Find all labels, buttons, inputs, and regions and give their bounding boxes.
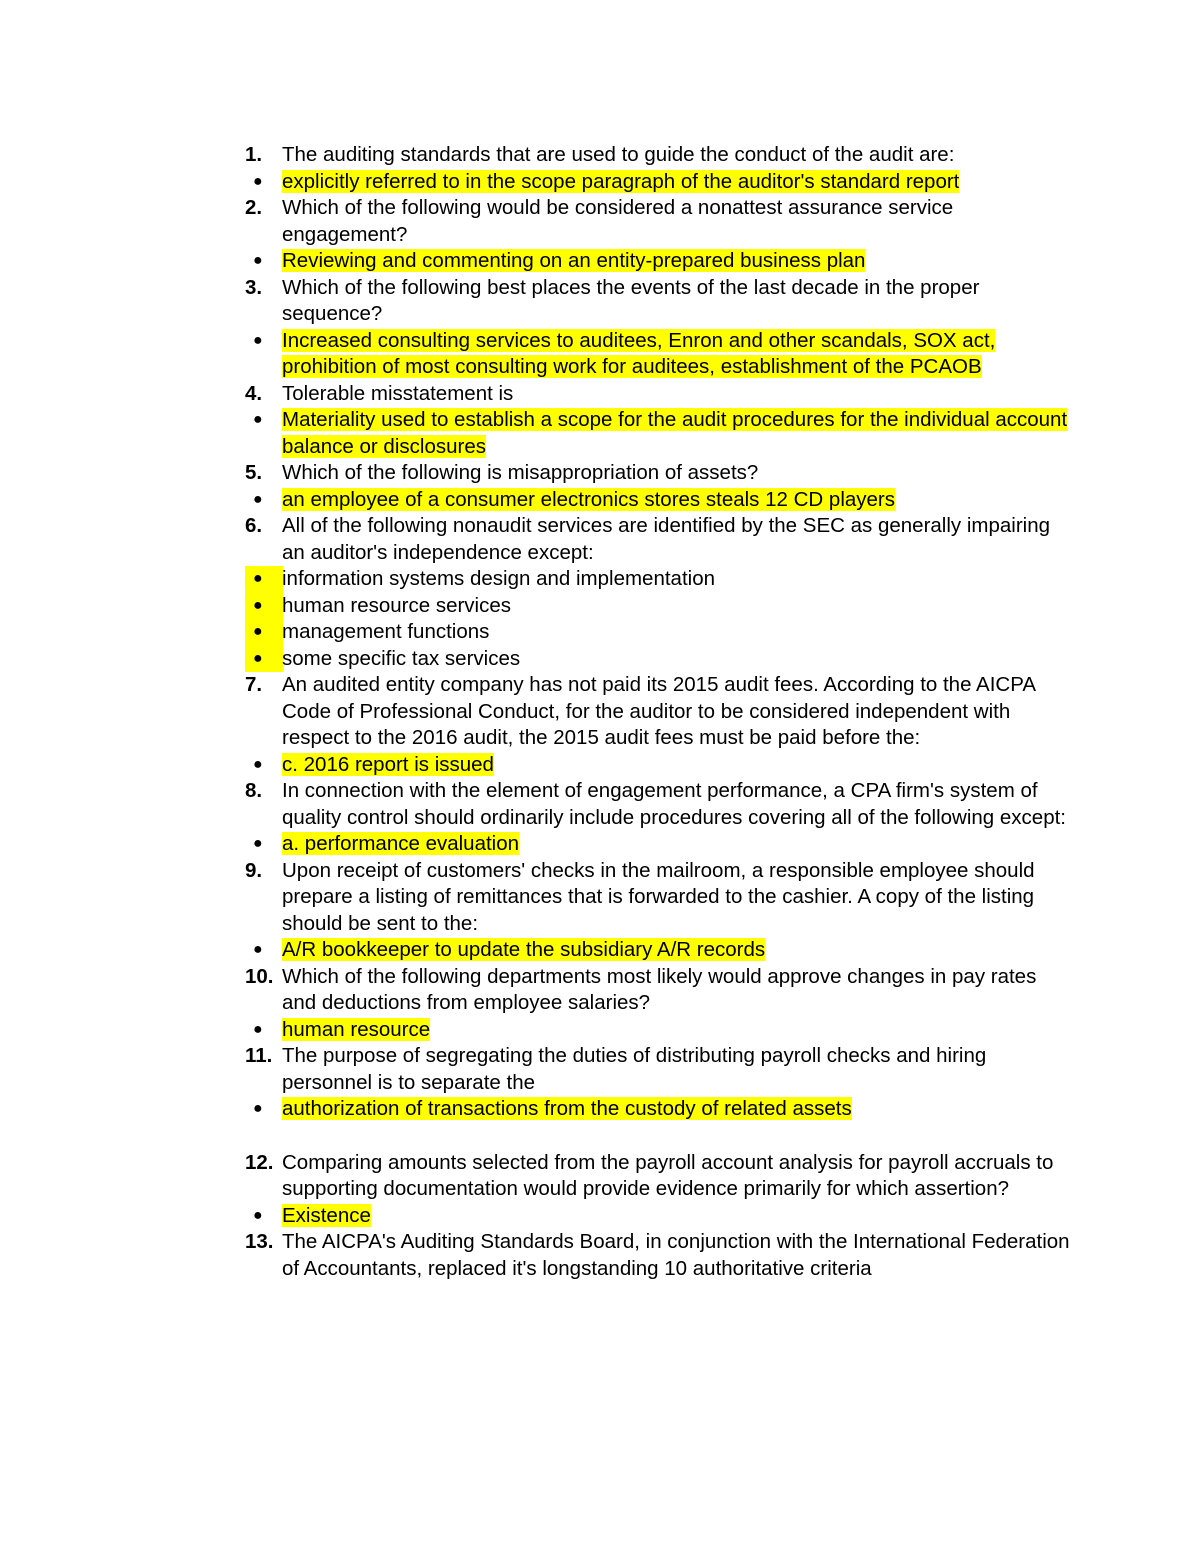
question-text: Which of the following best places the events of the last decade in the proper sequence? [282, 275, 980, 325]
question-2 [245, 195, 1075, 248]
answer-item [245, 1203, 1075, 1230]
question-number: 6. [245, 514, 263, 537]
question-7 [245, 672, 1075, 752]
bullet-icon: ● [253, 755, 263, 773]
bullet-icon: ● [253, 1020, 263, 1038]
question-11 [245, 1043, 1075, 1096]
question-number: 1. [245, 143, 263, 166]
question-text: Which of the following is misappropriation of assets? [282, 461, 759, 484]
answer-text: a. performance evaluation [282, 832, 520, 855]
answer-item [245, 1096, 1075, 1123]
answer-text: Existence [282, 1203, 371, 1227]
bullet-icon: ● [253, 1206, 263, 1224]
question-number: 4. [245, 381, 263, 405]
bullet-icon: ● [253, 649, 263, 667]
bullet-icon: ● [253, 623, 263, 640]
answer-item [245, 619, 1075, 646]
bullet-icon: ● [253, 172, 263, 190]
question-text: Which of the following would be considered a nonattest assurance service engagement? [282, 196, 954, 246]
answer-item [245, 1017, 1075, 1044]
question-number: 12. [245, 1150, 274, 1174]
answer-text: A/R bookkeeper to update the subsidiary A/R records [282, 938, 766, 961]
bullet-icon: ● [253, 411, 263, 428]
question-text: The AICPA's Auditing Standards Board, in conjunction with the International Federation of Accountants, replaced it's longstanding 10 authoritative criteria [282, 1230, 1070, 1280]
question-text: Tolerable misstatement is [282, 381, 514, 405]
bullet-icon: ● [253, 331, 263, 349]
bullet-icon: ● [253, 941, 263, 958]
answer-text: Materiality used to establish a scope for the audit procedures for the individual account balance or disclosures [282, 408, 1068, 458]
question-9 [245, 858, 1075, 938]
answer-item [245, 937, 1075, 964]
answer-item [245, 328, 1075, 381]
question-10 [245, 964, 1075, 1017]
question-number: 5. [245, 461, 263, 484]
question-8 [245, 778, 1075, 831]
question-4 [245, 381, 1075, 408]
question-number: 8. [245, 779, 263, 802]
answer-text: authorization of transactions from the custody of related assets [282, 1097, 852, 1120]
answer-item [245, 646, 1075, 673]
question-text: In connection with the element of engagement performance, a CPA firm's system of quality control should ordinarily include procedures covering all of the following except: [282, 779, 1066, 829]
answer-item [245, 566, 1075, 593]
question-5 [245, 460, 1075, 487]
document-body [245, 142, 1075, 1282]
answer-item [245, 407, 1075, 460]
answer-text: information systems design and implementation [282, 567, 715, 590]
question-number: 9. [245, 858, 263, 882]
question-number: 7. [245, 673, 263, 696]
question-text: The purpose of segregating the duties of distributing payroll checks and hiring personnel is to separate the [282, 1044, 987, 1094]
answer-text: an employee of a consumer electronics stores steals 12 CD players [282, 487, 896, 511]
answer-text: Reviewing and commenting on an entity-prepared business plan [282, 249, 866, 272]
question-12 [245, 1150, 1075, 1203]
question-number: 10. [245, 964, 274, 988]
answer-text: explicitly referred to in the scope paragraph of the auditor's standard report [282, 169, 960, 193]
question-number: 13. [245, 1230, 274, 1253]
answer-text: human resource [282, 1017, 431, 1041]
answer-text: Increased consulting services to auditees, Enron and other scandals, SOX act, prohibition of most consulting work for auditees, establishment of the PCAOB [282, 328, 996, 378]
question-3 [245, 275, 1075, 328]
question-text: Which of the following departments most likely would approve changes in pay rates and deductions from employee salaries? [282, 964, 1037, 1014]
question-number: 3. [245, 275, 263, 299]
question-text: Upon receipt of customers' checks in the mailroom, a responsible employee should prepare a listing of remittances that is forwarded to the cashier. A copy of the listing should be sent to the: [282, 858, 1035, 935]
bullet-icon: ● [253, 835, 263, 852]
question-text: Comparing amounts selected from the payroll account analysis for payroll accruals to supporting documentation would provide evidence primarily for which assertion? [282, 1150, 1054, 1200]
bullet-icon: ● [253, 1100, 263, 1117]
question-text: All of the following nonaudit services are identified by the SEC as generally impairing an auditor's independence except: [282, 514, 1051, 564]
answer-item [245, 752, 1075, 779]
answer-item [245, 831, 1075, 858]
answer-text: human resource services [282, 593, 512, 617]
answer-item [245, 169, 1075, 196]
question-text: The auditing standards that are used to guide the conduct of the audit are: [282, 143, 955, 166]
answer-text: some specific tax services [282, 646, 521, 670]
bullet-icon: ● [253, 490, 263, 508]
answer-text: management functions [282, 620, 490, 643]
answer-item [245, 487, 1075, 514]
question-13 [245, 1229, 1075, 1282]
bullet-icon: ● [253, 252, 263, 269]
question-6 [245, 513, 1075, 566]
bullet-icon: ● [253, 596, 263, 614]
question-1 [245, 142, 1075, 169]
answer-text: c. 2016 report is issued [282, 752, 494, 776]
answer-item [245, 248, 1075, 275]
question-number: 2. [245, 196, 263, 219]
bullet-icon: ● [253, 570, 263, 587]
blank-line [245, 1123, 1075, 1150]
question-number: 11. [245, 1044, 273, 1067]
question-text: An audited entity company has not paid its 2015 audit fees. According to the AICPA Code of Professional Conduct, for the auditor to be considered independent with respect to the 2016 audit, the 2015 audit fees must be paid before the: [282, 673, 1035, 749]
answer-item [245, 593, 1075, 620]
